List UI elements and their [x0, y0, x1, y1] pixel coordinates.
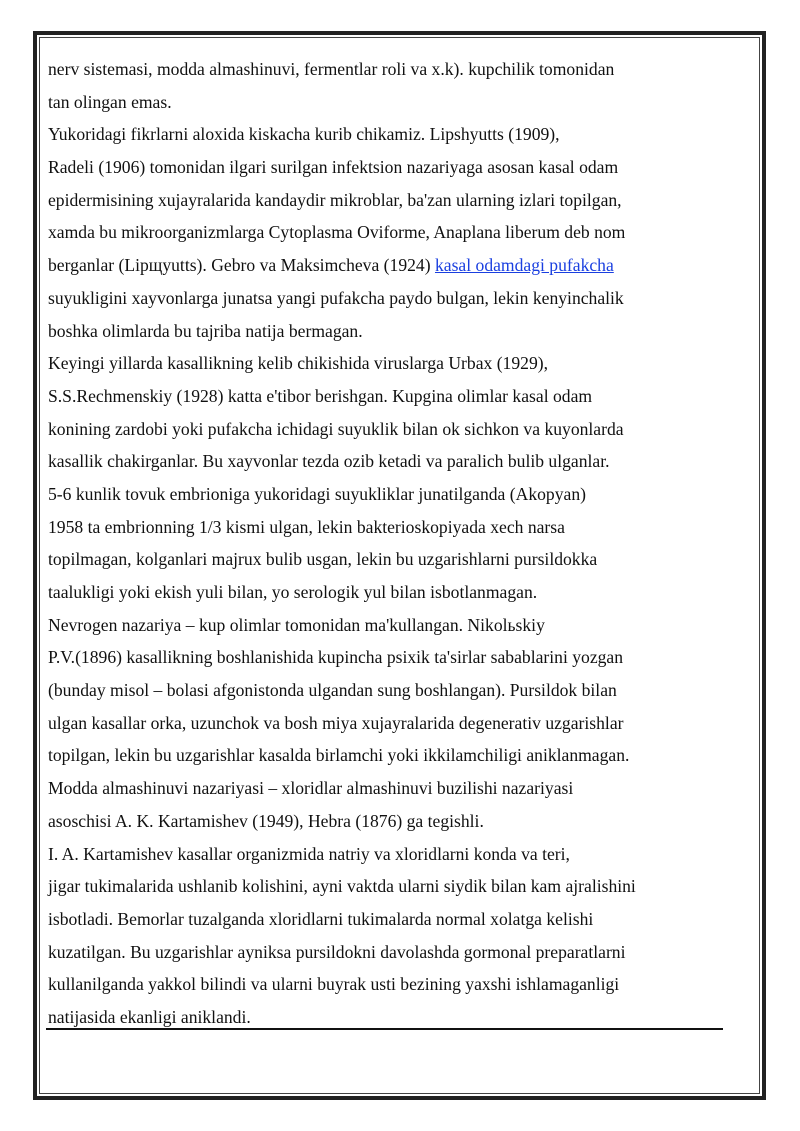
text-line: Radeli (1906) tomonidan ilgari surilgan infektsion nazariyaga asosan kasal odam	[48, 157, 619, 178]
document-body	[48, 53, 708, 1034]
text-line: jigar tukimalarida ushlanib kolishini, ayni vaktda ularni siydik bilan kam ajralishini	[48, 876, 636, 897]
text-line: ulgan kasallar orka, uzunchok va bosh miya xujayralarida degenerativ uzgarishlar	[48, 712, 624, 733]
text-line: taalukligi yoki ekish yuli bilan, yo serologik yul bilan isbotlanmagan.	[48, 582, 538, 602]
text-line: kullanilganda yakkol bilindi va ularni buyrak usti bezining yaxshi ishlamaganligi	[48, 974, 620, 995]
text-segment: berganlar (Lipщyutts). Gebro va Maksimcheva (1924)	[48, 255, 435, 276]
text-line: kuzatilgan. Bu uzgarishlar ayniksa pursildokni davolashda gormonal preparatlarni	[48, 941, 626, 962]
text-line: 1958 ta embrionning 1/3 kismi ulgan, lekin bakterioskopiyada xech narsa	[48, 516, 565, 537]
text-line: isbotladi. Bemorlar tuzalganda xloridlarni tukimalarda normal xolatga kelishi	[48, 908, 594, 929]
text-line: 5-6 kunlik tovuk embrioniga yukoridagi suyukliklar junatilganda (Akopyan)	[48, 483, 586, 504]
text-line: suyukligini xayvonlarga junatsa yangi pufakcha paydo bulgan, lekin kenyinchalik	[48, 287, 624, 308]
text-line: Modda almashinuvi nazariyasi – xloridlar almashinuvi buzilishi nazariyasi	[48, 778, 574, 799]
text-line: Nevrogen nazariya – kup olimlar tomonidan ma'kullangan. Nikolьskiy	[48, 614, 545, 635]
text-line: natijasida ekanligi aniklandi.	[48, 1006, 251, 1027]
text-line: tan olingan emas.	[48, 91, 172, 112]
text-line: topilgan, lekin bu uzgarishlar kasalda birlamchi yoki ikkilamchiligi aniklanmagan.	[48, 745, 630, 766]
text-line: nerv sistemasi, modda almashinuvi, fermentlar roli va x.k). kupchilik tomonidan	[48, 59, 615, 79]
text-line: boshka olimlarda bu tajriba natija bermagan.	[48, 320, 363, 341]
text-line: kasallik chakirganlar. Bu xayvonlar tezda ozib ketadi va paralich bulib ulganlar.	[48, 451, 610, 472]
text-line: Keyingi yillarda kasallikning kelib chikishida viruslarga Urbax (1929),	[48, 353, 549, 374]
inline-link[interactable]: kasal odamdagi pufakcha	[434, 255, 614, 276]
text-line: Yukoridagi fikrlarni aloxida kiskacha kurib chikamiz. Lipshyutts (1909),	[48, 124, 560, 145]
text-line: asoschisi A. K. Kartamishev (1949), Hebra (1876) ga tegishli.	[48, 810, 484, 831]
text-line: epidermisining xujayralarida kandaydir mikroblar, ba'zan ularning izlari topilgan,	[48, 189, 622, 210]
footer-divider	[46, 1028, 723, 1030]
text-line: I. A. Kartamishev kasallar organizmida natriy va xloridlarni konda va teri,	[48, 843, 570, 864]
text-line: topilmagan, kolganlari majrux bulib usgan, lekin bu uzgarishlarni pursildokka	[48, 549, 598, 570]
text-line: P.V.(1896) kasallikning boshlanishida kupincha psixik ta'sirlar sabablarini yozgan	[48, 647, 624, 668]
text-line: konining zardobi yoki pufakcha ichidagi suyuklik bilan ok sichkon va kuyonlarda	[48, 418, 624, 439]
text-line: (bunday misol – bolasi afgonistonda ulgandan sung boshlangan). Pursildok bilan	[48, 680, 617, 701]
text-line-with-link	[48, 249, 708, 282]
text-line: S.S.Rechmenskiy (1928) katta e'tibor berishgan. Kupgina olimlar kasal odam	[48, 385, 593, 406]
text-line: xamda bu mikroorganizmlarga Cytoplasma Oviforme, Anaplana liberum deb nom	[48, 222, 626, 243]
